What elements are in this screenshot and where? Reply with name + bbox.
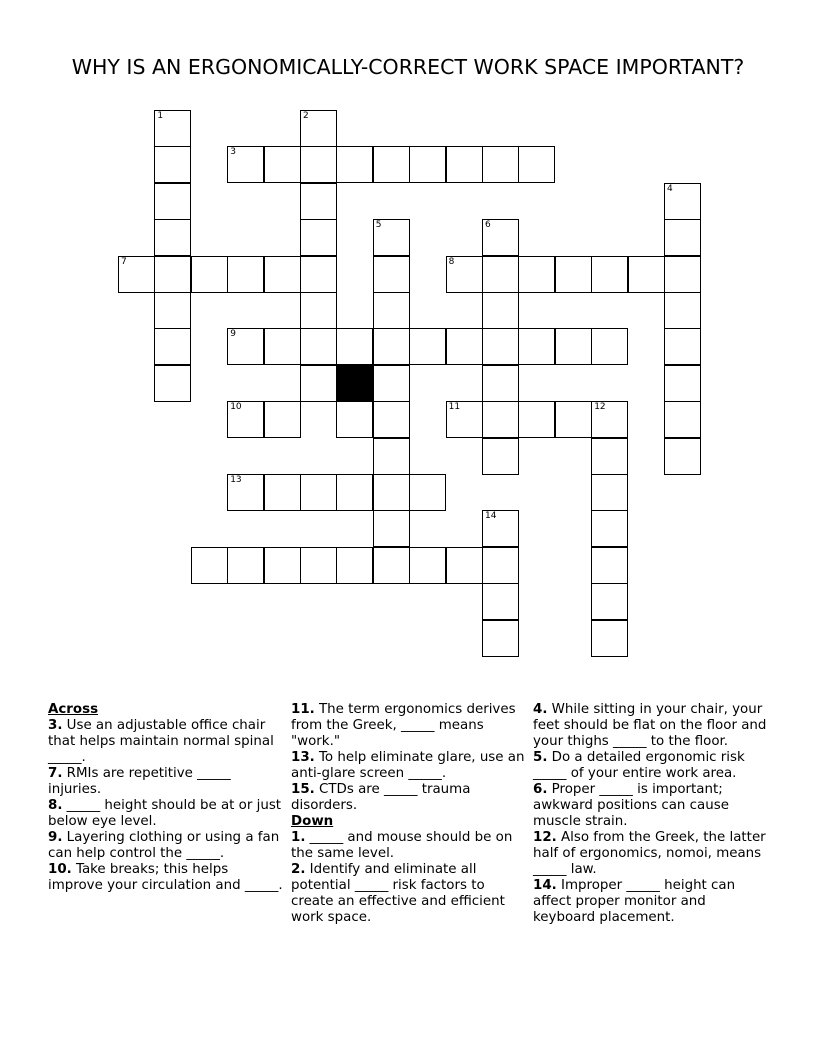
grid-cell[interactable] — [482, 292, 519, 329]
grid-cell[interactable] — [409, 547, 446, 584]
grid-cell[interactable] — [591, 547, 628, 584]
grid-cell[interactable] — [227, 547, 264, 584]
grid-cell[interactable] — [482, 365, 519, 402]
grid-cell[interactable] — [482, 146, 519, 183]
grid-cell[interactable] — [446, 547, 483, 584]
grid-cell[interactable] — [446, 328, 483, 365]
grid-cell[interactable] — [482, 219, 519, 256]
grid-cell[interactable] — [154, 219, 191, 256]
clue-number-label: 6 — [485, 220, 491, 231]
grid-cell[interactable] — [336, 474, 373, 511]
grid-cell[interactable] — [118, 256, 155, 293]
grid-cell[interactable] — [191, 547, 228, 584]
grid-cell[interactable] — [373, 547, 410, 584]
grid-cell[interactable] — [482, 256, 519, 293]
grid-cell[interactable] — [300, 292, 337, 329]
clue-number: 14. — [533, 878, 557, 893]
clue-text: Do a detailed ergonomic risk _____ of your entire work area. — [533, 750, 745, 781]
grid-cell[interactable] — [591, 401, 628, 438]
clue-number-label: 7 — [121, 256, 127, 267]
clue-number: 15. — [291, 782, 315, 797]
grid-cell[interactable] — [373, 438, 410, 475]
clue-text: Use an adjustable office chair that helps maintain normal spinal _____. — [48, 718, 274, 765]
clues-column-1 — [48, 702, 284, 894]
grid-cell[interactable] — [336, 547, 373, 584]
grid-cell[interactable] — [555, 328, 592, 365]
grid-cell[interactable] — [518, 328, 555, 365]
grid-cell[interactable] — [409, 474, 446, 511]
clue-number-label: 2 — [303, 111, 309, 121]
grid-cell[interactable] — [482, 438, 519, 475]
grid-cell[interactable] — [191, 256, 228, 293]
clue-item — [48, 718, 284, 766]
clue-item — [533, 830, 769, 878]
clue-text: _____ height should be at or just below eye level. — [48, 798, 282, 829]
grid-cell[interactable] — [300, 474, 337, 511]
grid-cell[interactable] — [300, 219, 337, 256]
grid-cell[interactable] — [154, 328, 191, 365]
grid-cell[interactable] — [154, 183, 191, 220]
grid-cell[interactable] — [300, 110, 337, 147]
clue-number-label: 12 — [594, 402, 606, 413]
clue-text: RMIs are repetitive _____ injuries. — [48, 766, 231, 797]
grid-cell[interactable] — [264, 146, 301, 183]
grid-cell[interactable] — [409, 146, 446, 183]
grid-cell[interactable] — [300, 365, 337, 402]
clue-text: While sitting in your chair, your feet should be flat on the floor and your thighs _____ to the floor. — [533, 702, 767, 749]
clue-item — [48, 862, 284, 894]
grid-cell[interactable] — [264, 547, 301, 584]
clue-item — [533, 750, 769, 782]
clue-text: Take breaks; this helps improve your circulation and _____. — [48, 862, 283, 893]
grid-cell[interactable] — [300, 328, 337, 365]
grid-cell[interactable] — [373, 365, 410, 402]
grid-cell[interactable] — [373, 219, 410, 256]
grid-cell[interactable] — [664, 183, 701, 220]
grid-cell[interactable] — [264, 401, 301, 438]
clue-text: Improper _____ height can affect proper monitor and keyboard placement. — [533, 878, 736, 925]
clue-number: 12. — [533, 830, 557, 845]
grid-cell[interactable] — [154, 146, 191, 183]
grid-cell[interactable] — [664, 256, 701, 293]
page-title: WHY IS AN ERGONOMICALLY-CORRECT WORK SPACE IMPORTANT? — [71, 55, 745, 79]
clue-number: 10. — [48, 862, 72, 877]
clue-text: CTDs are _____ trauma disorders. — [291, 782, 471, 813]
clue-number: 6. — [533, 782, 548, 797]
grid-cell[interactable] — [227, 328, 264, 365]
grid-cell[interactable] — [264, 474, 301, 511]
grid-cell[interactable] — [482, 583, 519, 620]
clue-item — [291, 862, 527, 926]
clue-number: 9. — [48, 830, 63, 845]
grid-cell[interactable] — [264, 328, 301, 365]
grid-cell[interactable] — [300, 256, 337, 293]
clue-item — [48, 766, 284, 798]
grid-cell[interactable] — [373, 292, 410, 329]
clue-number: 13. — [291, 750, 315, 765]
clue-number-label: 9 — [230, 329, 236, 340]
clue-number-label: 11 — [448, 402, 461, 413]
clue-item — [48, 798, 284, 830]
grid-cell[interactable] — [664, 438, 701, 475]
clue-number-label: 10 — [230, 402, 242, 413]
grid-cell[interactable] — [409, 328, 446, 365]
grid-cell[interactable] — [227, 146, 264, 183]
grid-cell[interactable] — [591, 256, 628, 293]
grid-cell[interactable] — [664, 219, 701, 256]
clue-text: To help eliminate glare, use an anti-glare screen _____. — [291, 750, 525, 781]
grid-cell[interactable] — [227, 256, 264, 293]
grid-cell[interactable] — [482, 510, 519, 547]
clue-number: 3. — [48, 718, 63, 733]
grid-cell[interactable] — [373, 328, 410, 365]
grid-cell[interactable] — [336, 146, 373, 183]
clue-number: 5. — [533, 750, 548, 765]
grid-cell[interactable] — [373, 146, 410, 183]
clue-text: Proper _____ is important; awkward positions can cause muscle strain. — [533, 782, 729, 829]
grid-cell[interactable] — [518, 256, 555, 293]
grid-cell[interactable] — [664, 292, 701, 329]
clue-text: Identify and eliminate all potential _____ risk factors to create an effective and efficient work space. — [291, 862, 505, 925]
clue-number-label: 4 — [667, 183, 673, 194]
grid-cell[interactable] — [154, 365, 191, 402]
grid-cell[interactable] — [336, 401, 373, 438]
grid-cell[interactable] — [518, 146, 555, 183]
grid-cell[interactable] — [664, 401, 701, 438]
grid-cell[interactable] — [373, 401, 410, 438]
clue-number-label: 3 — [230, 147, 236, 158]
clue-text: The term ergonomics derives from the Greek, _____ means "work." — [291, 702, 516, 749]
grid-cell[interactable] — [591, 583, 628, 620]
grid-cell[interactable] — [591, 620, 628, 657]
grid-cell[interactable] — [482, 547, 519, 584]
grid-cell[interactable] — [628, 256, 665, 293]
grid-cell[interactable] — [591, 510, 628, 547]
clue-number: 1. — [291, 830, 306, 845]
clue-number: 2. — [291, 862, 306, 877]
grid-cell[interactable] — [518, 401, 555, 438]
blocked-cell — [336, 365, 373, 402]
clue-number: 7. — [48, 766, 63, 781]
clue-item — [48, 830, 284, 862]
clue-number: 8. — [48, 798, 63, 813]
grid-cell[interactable] — [446, 256, 483, 293]
grid-cell[interactable] — [373, 474, 410, 511]
grid-cell[interactable] — [154, 256, 191, 293]
grid-cell[interactable] — [591, 328, 628, 365]
grid-cell[interactable] — [482, 401, 519, 438]
grid-cell[interactable] — [591, 438, 628, 475]
grid-cell[interactable] — [664, 328, 701, 365]
grid-cell[interactable] — [591, 474, 628, 511]
clue-number-label: 14 — [485, 511, 497, 522]
grid-cell[interactable] — [300, 146, 337, 183]
grid-cell[interactable] — [154, 292, 191, 329]
grid-cell[interactable] — [227, 474, 264, 511]
grid-cell[interactable] — [227, 401, 264, 438]
grid-cell[interactable] — [555, 256, 592, 293]
clue-number-label: 8 — [448, 256, 455, 267]
grid-cell[interactable] — [300, 547, 337, 584]
across-header: Across — [48, 702, 99, 717]
clue-number-label: 1 — [157, 111, 164, 121]
grid-cell[interactable] — [264, 256, 301, 293]
grid-cell[interactable] — [482, 328, 519, 365]
grid-cell[interactable] — [373, 510, 410, 547]
grid-cell[interactable] — [446, 401, 483, 438]
grid-cell[interactable] — [300, 183, 337, 220]
clues-column-3 — [533, 702, 769, 926]
clue-text: Layering clothing or using a fan can help control the _____. — [48, 830, 280, 861]
clue-item — [533, 782, 769, 830]
grid-cell[interactable] — [446, 146, 483, 183]
down-header: Down — [291, 814, 334, 829]
clue-number-label: 13 — [230, 475, 242, 485]
grid-cell[interactable] — [154, 110, 191, 147]
grid-cell[interactable] — [336, 328, 373, 365]
grid-cell[interactable] — [555, 401, 592, 438]
clue-number-label: 5 — [375, 220, 382, 231]
clue-number: 4. — [533, 702, 548, 717]
clue-item — [291, 702, 527, 750]
grid-cell[interactable] — [482, 620, 519, 657]
clues-column-2 — [291, 702, 527, 926]
clue-item — [533, 702, 769, 750]
clue-item — [291, 830, 527, 862]
grid-cell[interactable] — [373, 256, 410, 293]
clue-number: 11. — [291, 702, 315, 717]
grid-cell[interactable] — [664, 365, 701, 402]
clue-item — [533, 878, 769, 926]
clue-text: Also from the Greek, the latter half of ergonomics, nomoi, means _____ law. — [533, 830, 766, 877]
clue-item — [291, 782, 527, 814]
clue-text: _____ and mouse should be on the same level. — [291, 830, 513, 861]
clue-item — [291, 750, 527, 782]
